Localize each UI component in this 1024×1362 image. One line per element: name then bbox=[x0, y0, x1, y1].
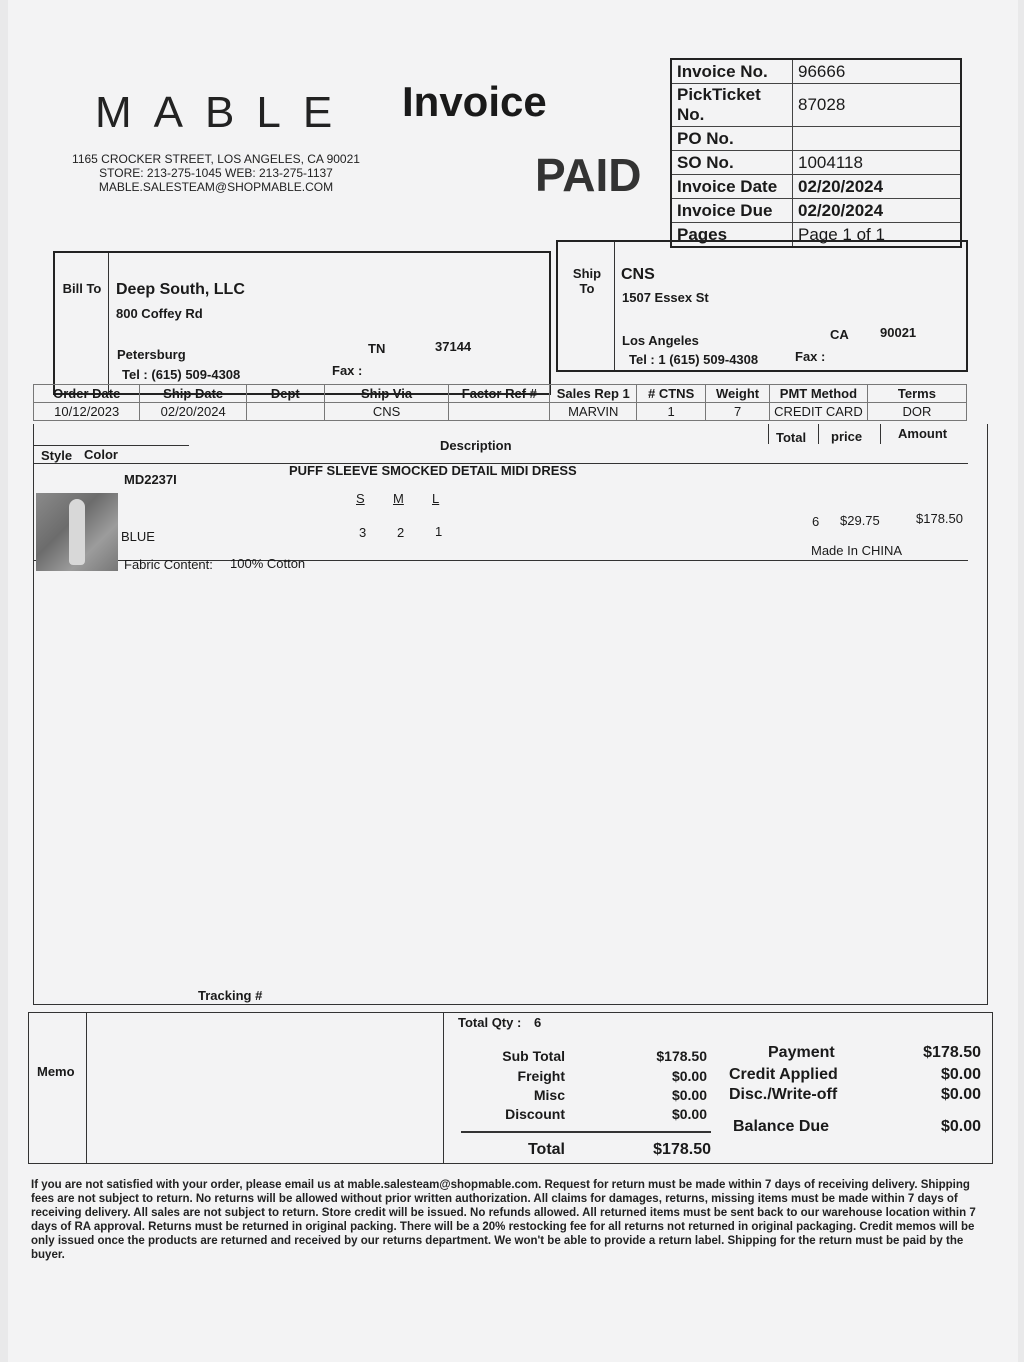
meta-label: Pages bbox=[671, 223, 793, 248]
ship-to-zip: 90021 bbox=[880, 325, 917, 340]
dept-value bbox=[246, 403, 324, 421]
qty-m: 2 bbox=[397, 525, 405, 540]
discount-value: $0.00 bbox=[671, 1106, 707, 1122]
ship-date-value: 02/20/2024 bbox=[140, 403, 246, 421]
ship-via-value: CNS bbox=[324, 403, 449, 421]
ship-to-city: Los Angeles bbox=[622, 333, 699, 348]
divider bbox=[443, 1013, 444, 1163]
bill-to-label: Bill To bbox=[62, 281, 102, 296]
qty-s: 3 bbox=[359, 525, 367, 540]
meta-row-so bbox=[671, 151, 961, 175]
company-phone: STORE: 213-275-1045 WEB: 213-275-1137 bbox=[99, 166, 333, 180]
ship-to-box bbox=[556, 240, 968, 372]
item-color: BLUE bbox=[121, 529, 155, 544]
tracking-label: Tracking # bbox=[198, 988, 263, 1003]
terms-value: DOR bbox=[867, 403, 966, 421]
meta-value: 96666 bbox=[793, 59, 962, 84]
meta-value: 87028 bbox=[793, 84, 962, 127]
col-style: Style bbox=[41, 448, 73, 463]
meta-label: Invoice No. bbox=[671, 59, 793, 84]
meta-row-invoice-no bbox=[671, 59, 961, 84]
meta-value bbox=[793, 127, 962, 151]
total-label: Total bbox=[527, 1141, 565, 1158]
items-section bbox=[33, 424, 988, 1005]
misc-label: Misc bbox=[533, 1087, 565, 1103]
bill-to-name: Deep South, LLC bbox=[116, 281, 245, 298]
col-color: Color bbox=[84, 447, 118, 462]
divider bbox=[33, 445, 189, 446]
col-ctns: # CTNS bbox=[637, 385, 706, 403]
paid-stamp: PAID bbox=[535, 149, 642, 201]
meta-row-invoice-date bbox=[671, 175, 961, 199]
item-origin: Made In CHINA bbox=[811, 543, 903, 558]
ship-to-name: CNS bbox=[621, 266, 655, 283]
meta-value: Page 1 of 1 bbox=[793, 223, 962, 248]
meta-label: Invoice Date bbox=[671, 175, 793, 199]
divider bbox=[614, 242, 615, 370]
qty-l: 1 bbox=[435, 524, 443, 539]
col-weight: Weight bbox=[706, 385, 770, 403]
total-qty-value: 6 bbox=[534, 1015, 542, 1030]
credit-applied-label: Credit Applied bbox=[729, 1066, 838, 1083]
divider bbox=[880, 424, 881, 444]
ship-to-fax: Fax : bbox=[795, 349, 826, 364]
order-info-header-row bbox=[34, 385, 967, 403]
misc-value: $0.00 bbox=[671, 1087, 707, 1103]
divider bbox=[86, 1013, 87, 1163]
freight-label: Freight bbox=[517, 1068, 565, 1084]
col-factor-ref: Factor Ref # bbox=[449, 385, 550, 403]
return-policy-text: If you are not satisfied with your order, please email us at mable.salesteam@shopmable.com. Request for return must be made within 7 days of receiving delivery. Shipping fees are not subject to return. No returns will be allowed without prior written authorization. All claims for damages, returns, missing items must be made within 7 days of receiving delivery. All sales are not subject to return. Store credit will be issued. No refunds allowed. All returned items must be sent back to our warehouse location within 7 days of RA approval. Returns must be returned in original packing. There will be a 20% restocking fee for all returns not returned in original packaging. Credit memos will be only issued once the products are returned and received by our returns department. We won't be able to provide a return label. Shipping for the return must be paid by the buyer. bbox=[31, 1179, 976, 1261]
col-order-date: Order Date bbox=[34, 385, 140, 403]
col-sales-rep: Sales Rep 1 bbox=[550, 385, 637, 403]
total-value: $178.50 bbox=[653, 1141, 711, 1158]
item-style-code: MD2237I bbox=[124, 472, 177, 487]
payment-value: $178.50 bbox=[923, 1044, 981, 1061]
meta-value: 02/20/2024 bbox=[793, 175, 962, 199]
payment-label: Payment bbox=[768, 1044, 835, 1061]
order-date-value: 10/12/2023 bbox=[34, 403, 140, 421]
bill-to-fax: Fax : bbox=[332, 363, 363, 378]
col-terms: Terms bbox=[867, 385, 966, 403]
item-total-qty: 6 bbox=[812, 514, 820, 529]
pmt-method-value: CREDIT CARD bbox=[770, 403, 868, 421]
product-thumbnail bbox=[36, 493, 118, 571]
sales-rep-value: MARVIN bbox=[550, 403, 637, 421]
company-email: MABLE.SALESTEAM@SHOPMABLE.COM bbox=[98, 180, 334, 194]
company-logo: MABLE bbox=[95, 88, 355, 137]
bill-to-city: Petersburg bbox=[117, 347, 186, 362]
divider bbox=[768, 424, 769, 444]
fabric-content: 100% Cotton bbox=[230, 556, 306, 571]
balance-due-value: $0.00 bbox=[940, 1118, 981, 1135]
model-figure bbox=[69, 499, 85, 565]
meta-row-pickticket bbox=[671, 84, 961, 127]
company-address: 1165 CROCKER STREET, LOS ANGELES, CA 90021 bbox=[72, 152, 360, 166]
meta-label: Invoice Due bbox=[671, 199, 793, 223]
meta-value: 1004118 bbox=[793, 151, 962, 175]
col-description: Description bbox=[440, 438, 512, 453]
factor-ref-value bbox=[449, 403, 550, 421]
bill-to-tel: Tel : (615) 509-4308 bbox=[122, 367, 241, 382]
bill-to-box bbox=[53, 251, 551, 395]
item-description: PUFF SLEEVE SMOCKED DETAIL MIDI DRESS bbox=[289, 463, 577, 478]
discount-label: Discount bbox=[505, 1106, 565, 1122]
col-pmt-method: PMT Method bbox=[770, 385, 868, 403]
ship-to-label: Ship To bbox=[572, 266, 602, 296]
document-title: Invoice bbox=[402, 78, 547, 125]
credit-applied-value: $0.00 bbox=[940, 1066, 981, 1083]
col-price: price bbox=[831, 429, 863, 444]
meta-row-invoice-due bbox=[671, 199, 961, 223]
bill-to-state: TN bbox=[368, 341, 386, 356]
disc-writeoff-value: $0.00 bbox=[940, 1086, 981, 1103]
meta-row-po bbox=[671, 127, 961, 151]
fabric-label: Fabric Content: bbox=[124, 557, 213, 572]
ship-to-street: 1507 Essex St bbox=[622, 290, 709, 305]
freight-value: $0.00 bbox=[671, 1068, 707, 1084]
meta-label: SO No. bbox=[671, 151, 793, 175]
size-s: S bbox=[356, 491, 365, 506]
ship-to-tel: Tel : 1 (615) 509-4308 bbox=[629, 352, 759, 367]
ctns-value: 1 bbox=[637, 403, 706, 421]
invoice-meta-table bbox=[670, 58, 962, 248]
balance-due-label: Balance Due bbox=[733, 1118, 830, 1135]
weight-value: 7 bbox=[706, 403, 770, 421]
meta-value: 02/20/2024 bbox=[793, 199, 962, 223]
size-l: L bbox=[432, 491, 440, 506]
total-rule bbox=[461, 1131, 711, 1133]
sub-total-label: Sub Total bbox=[502, 1048, 565, 1064]
divider bbox=[818, 424, 819, 444]
order-info-value-row bbox=[34, 403, 967, 421]
col-ship-via: Ship Via bbox=[324, 385, 449, 403]
order-info-table bbox=[33, 384, 967, 421]
sub-total-value: $178.50 bbox=[656, 1048, 707, 1064]
item-price: $29.75 bbox=[840, 513, 880, 528]
divider bbox=[108, 253, 109, 393]
totals-section bbox=[28, 1012, 993, 1164]
col-total: Total bbox=[776, 430, 807, 445]
meta-label: PO No. bbox=[671, 127, 793, 151]
memo-label: Memo bbox=[37, 1064, 75, 1079]
col-amount: Amount bbox=[898, 426, 948, 441]
bill-to-zip: 37144 bbox=[435, 339, 472, 354]
meta-label: PickTicket No. bbox=[671, 84, 793, 127]
disc-writeoff-label: Disc./Write-off bbox=[729, 1086, 838, 1103]
size-m: M bbox=[393, 491, 404, 506]
bill-to-street: 800 Coffey Rd bbox=[116, 306, 203, 321]
ship-to-state: CA bbox=[830, 327, 849, 342]
item-amount: $178.50 bbox=[916, 511, 963, 526]
total-qty-label: Total Qty : bbox=[458, 1015, 522, 1030]
col-dept: Dept bbox=[246, 385, 324, 403]
col-ship-date: Ship Date bbox=[140, 385, 246, 403]
